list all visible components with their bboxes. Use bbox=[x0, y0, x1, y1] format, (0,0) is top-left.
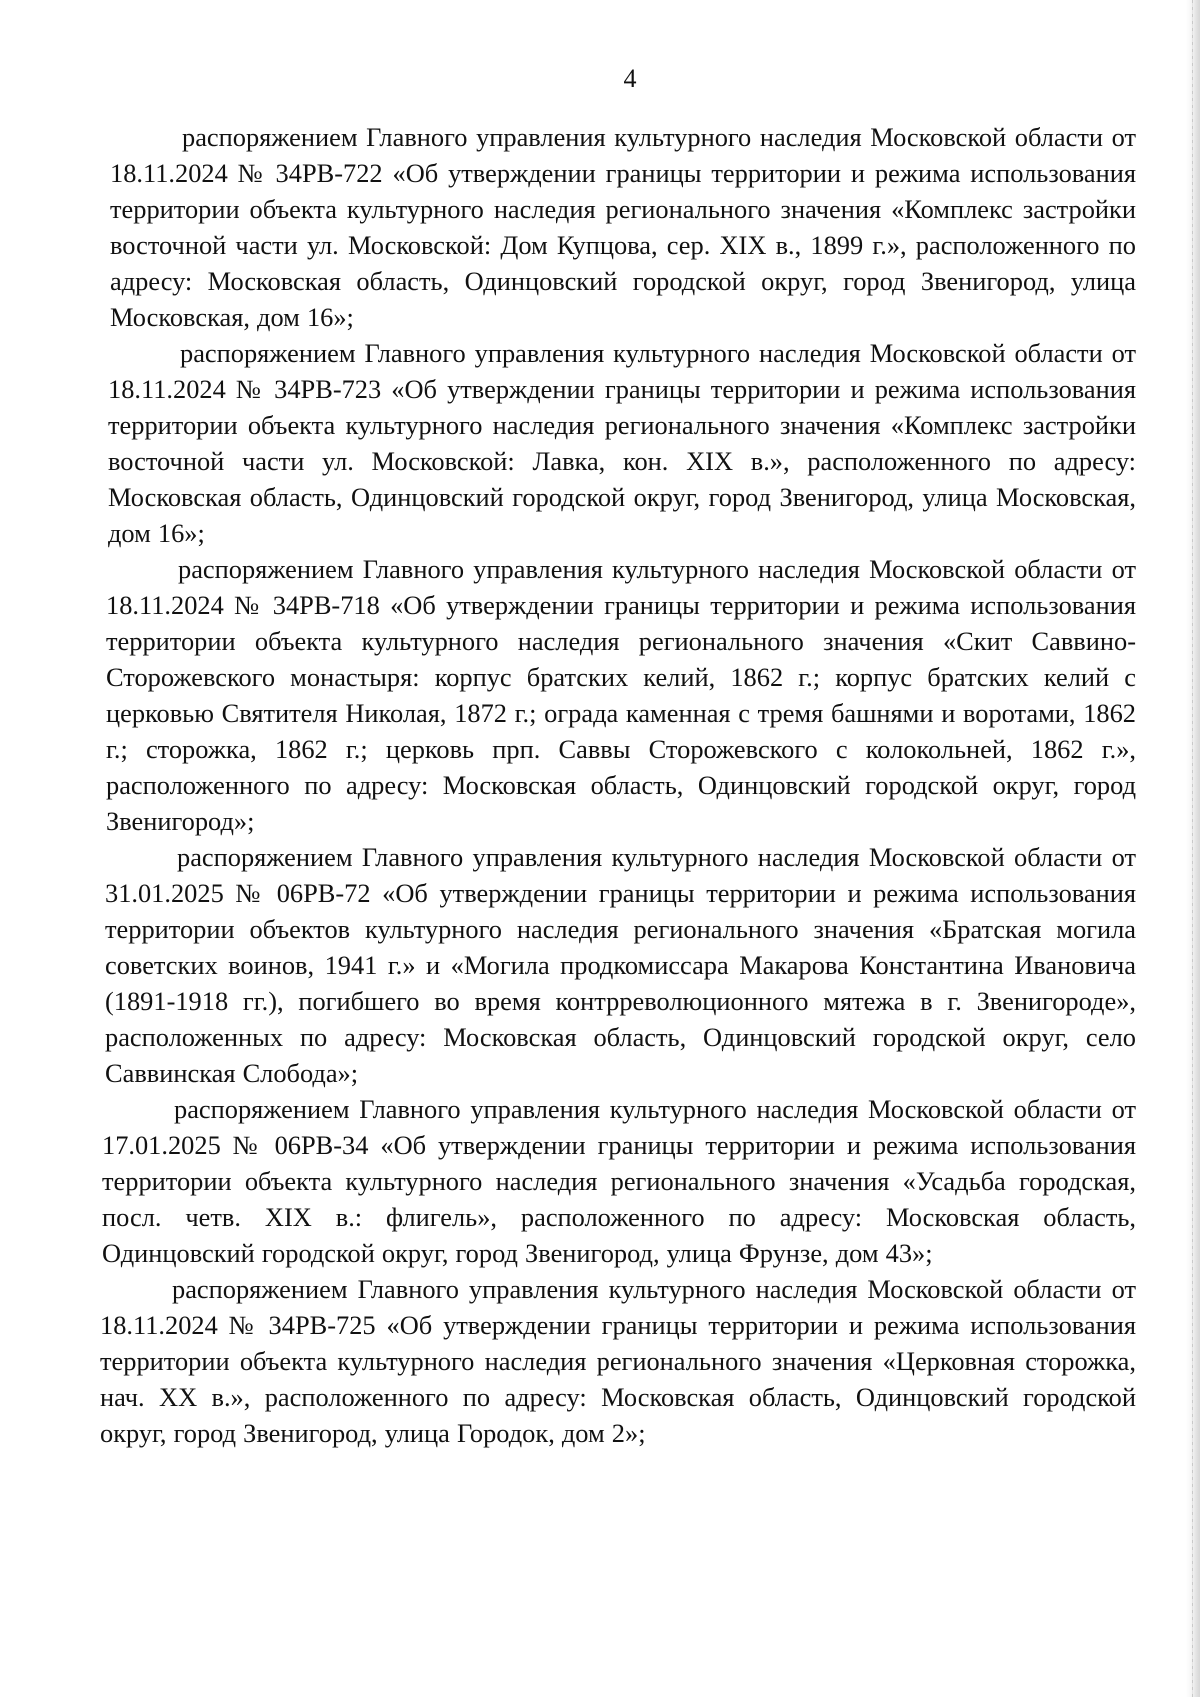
paragraph-order-34rv-718: распоряжением Главного управления культурного наследия Московской области от 18.11.2024 № 34РВ-718 «Об утверждении границы территории и режима использования территории объекта культурного наследия регионального значения «Скит Саввино-Сторожевского монастыря: корпус братских келий, 1862 г.; корпус братских келий с церковью Святителя Николая, 1872 г.; ограда каменная с тремя башнями и воротами, 1862 г.; сторожка, 1862 г.; церковь прп. Саввы Сторожевского с колокольней, 1862 г.», расположенного по адресу: Московская область, Одинцовский городской округ, город Звенигород»; bbox=[106, 554, 1136, 836]
paragraph-order-34rv-723: распоряжением Главного управления культурного наследия Московской области от 18.11.2024 № 34РВ-723 «Об утверждении границы территории и режима использования территории объекта культурного наследия регионального значения «Комплекс застройки восточной части ул. Московской: Лавка, кон. XIX в.», расположенного по адресу: Московская область, Одинцовский городской округ, город Звенигород, улица Московская, дом 16»; bbox=[108, 338, 1136, 548]
paragraph-order-06rv-34: распоряжением Главного управления культурного наследия Московской области от 17.01.2025 № 06РВ-34 «Об утверждении границы территории и режима использования территории объекта культурного наследия регионального значения «Усадьба городская, посл. четв. XIX в.: флигель», расположенного по адресу: Московская область, Одинцовский городской округ, город Звенигород, улица Фрунзе, дом 43»; bbox=[102, 1094, 1136, 1268]
paragraph-order-06rv-72: распоряжением Главного управления культурного наследия Московской области от 31.01.2025 № 06РВ-72 «Об утверждении границы территории и режима использования территории объектов культурного наследия регионального значения «Братская могила советских воинов, 1941 г.» и «Могила продкомиссара Макарова Константина Ивановича (1891-1918 гг.), погибшего во время контрреволюционного мятежа в г. Звенигороде», расположенных по адресу: Московская область, Одинцовский городской округ, село Саввинская Слобода»; bbox=[105, 842, 1136, 1088]
scan-edge-shadow bbox=[1186, 0, 1200, 1697]
paragraph-order-34rv-722: распоряжением Главного управления культурного наследия Московской области от 18.11.2024 № 34РВ-722 «Об утверждении границы территории и режима использования территории объекта культурного наследия регионального значения «Комплекс застройки восточной части ул. Московской: Дом Купцова, сер. XIX в., 1899 г.», расположенного по адресу: Московская область, Одинцовский городской округ, город Звенигород, улица Московская, дом 16»; bbox=[110, 122, 1136, 332]
page-number: 4 bbox=[623, 64, 637, 93]
paragraph-order-34rv-725: распоряжением Главного управления культурного наследия Московской области от 18.11.2024 № 34РВ-725 «Об утверждении границы территории и режима использования территории объекта культурного наследия регионального значения «Церковная сторожка, нач. XX в.», расположенного по адресу: Московская область, Одинцовский городской округ, город Звенигород, улица Городок, дом 2»; bbox=[100, 1274, 1136, 1448]
document-body bbox=[100, 119, 1136, 1451]
